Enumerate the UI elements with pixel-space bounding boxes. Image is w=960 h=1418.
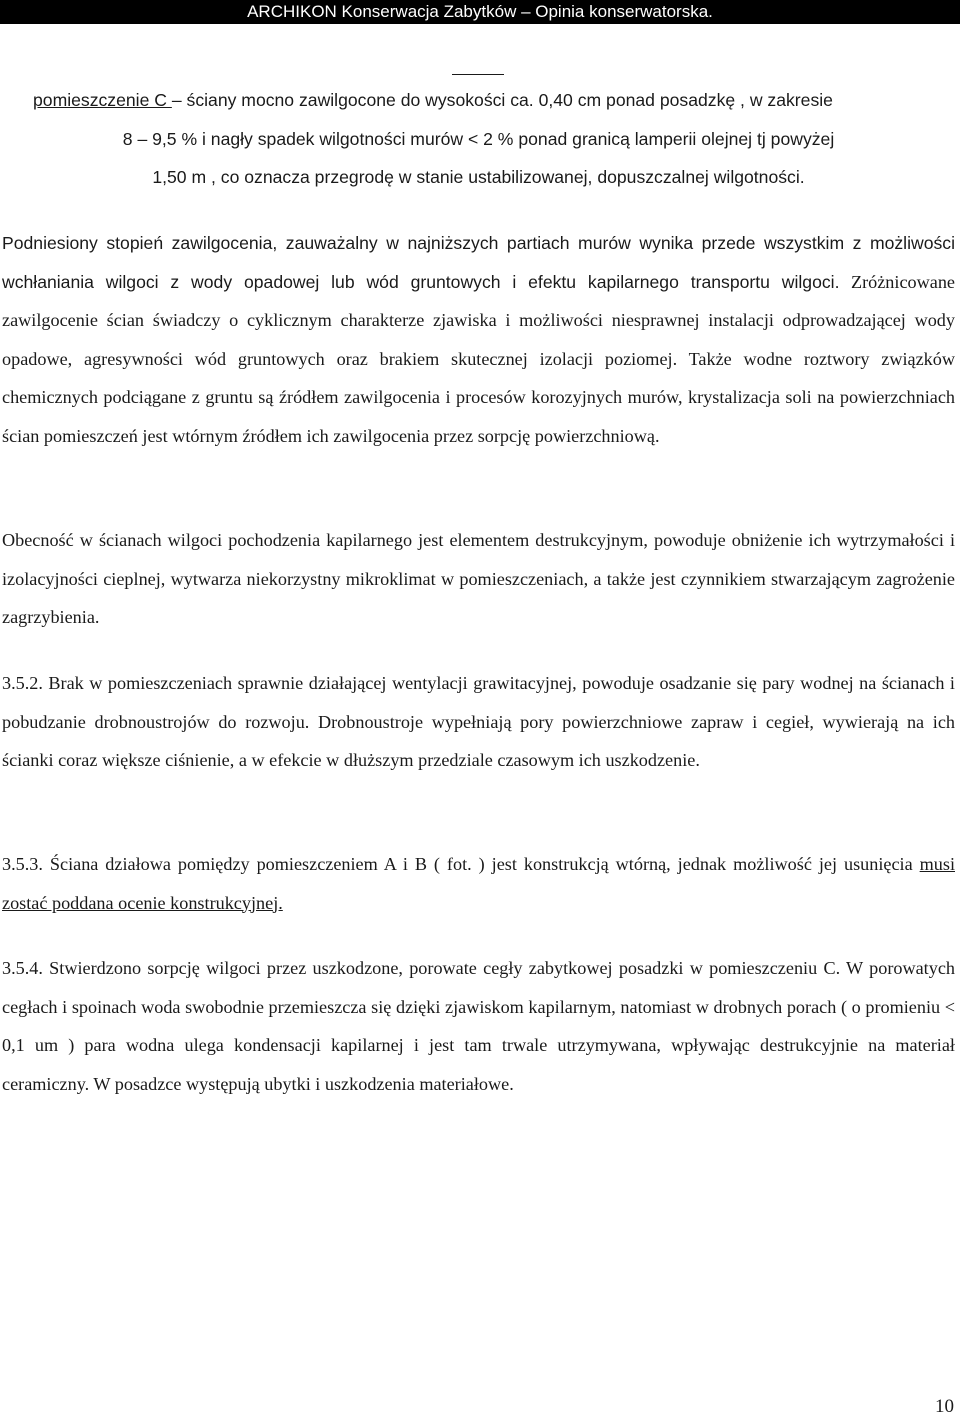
intro-line-1	[2, 81, 955, 120]
document-header	[0, 0, 960, 24]
intro-block	[2, 81, 955, 197]
paragraph-moisture-causes-rest: Zróżnicowane zawilgocenie ścian świadczy o cyklicznym charakterze zjawiska i możliwości niesprawnej instalacji odprowadzającej wody opadowe, agresywności wód gruntowych oraz brakiem skutecznej izolacji poziomej. Także wodne roztwory związków chemicznych podciągane z gruntu są źródłem zawilgocenia i procesów korozyjnych murów, krystalizacja soli na powierzchniach ścian pomieszczeń jest wtórnym źródłem ich zawilgocenia przez sorpcję powierzchniową.	[2, 271, 955, 446]
short-divider	[452, 74, 504, 75]
room-label: pomieszczenie C	[33, 90, 172, 110]
paragraph-3-5-2: 3.5.2. Brak w pomieszczeniach sprawnie działającej wentylacji grawitacyjnej, powoduje osadzanie się pary wodnej na ścianach i pobudzanie drobnoustrojów do rozwoju. Drobnoustroje wypełniają pory powierzchniowe zapraw i cegieł, wywierają na ich ścianki coraz większe ciśnienie, a w efekcie w dłuższym przedziale czasowym ich uszkodzenie.	[2, 673, 955, 771]
paragraph-moisture-causes-lead: Podniesiony stopień zawilgocenia, zauważalny w najniższych partiach murów wynika przede wszystkim z możliwości wchłaniania wilgoci z wody opadowej lub wód gruntowych i efektu kapilarnego transportu wilgoci.	[2, 233, 955, 292]
header-title: ARCHIKON Konserwacja Zabytków – Opinia konserwatorska.	[247, 2, 713, 21]
intro-line-1-text: – ściany mocno zawilgocone do wysokości ca. 0,40 cm ponad posadzkę , w zakresie	[171, 90, 833, 110]
paragraph-3-5-4: 3.5.4. Stwierdzono sorpcję wilgoci przez uszkodzone, porowate cegły zabytkowej posadzki w pomieszczeniu C. W porowatych cegłach i spoinach woda swobodnie przemieszcza się dzięki zjawiskom kapilarnym, natomiast w drobnych porach ( o promieniu < 0,1 um ) para wodna ulega kondensacji kapilarnej i jest tam trwale utrzymywana, wpływając destrukcyjnie na materiał ceramiczny. W posadzce występują ubytki i uszkodzenia materiałowe.	[2, 958, 955, 1094]
intro-line-3: 1,50 m , co oznacza przegrodę w stanie ustabilizowanej, dopuszczalnej wilgotności.	[152, 167, 805, 188]
paragraph-3-5-3-text: 3.5.3. Ściana działowa pomiędzy pomieszczeniem A i B ( fot. ) jest konstrukcją wtórną, jednak możliwość jej usunięcia	[2, 854, 920, 874]
paragraph-3-5-3	[2, 845, 955, 922]
intro-line-2: 8 – 9,5 % i nagły spadek wilgotności murów < 2 % ponad granicą lamperii olejnej tj powyżej	[122, 128, 835, 149]
paragraph-moisture-causes	[2, 224, 955, 456]
paragraph-capillary-effects: Obecność w ścianach wilgoci pochodzenia kapilarnego jest elementem destrukcyjnym, powoduje obniżenie ich wytrzymałości i izolacyjności cieplnej, wytwarza niekorzystny mikroklimat w pomieszczeniach, a także jest czynnikiem stwarzającym zagrożenie zagrzybienia.	[2, 530, 955, 628]
page-number: 10	[935, 1396, 954, 1417]
paragraph-3-5-3-underlined: musi zostać poddana ocenie konstrukcyjnej.	[2, 854, 955, 913]
